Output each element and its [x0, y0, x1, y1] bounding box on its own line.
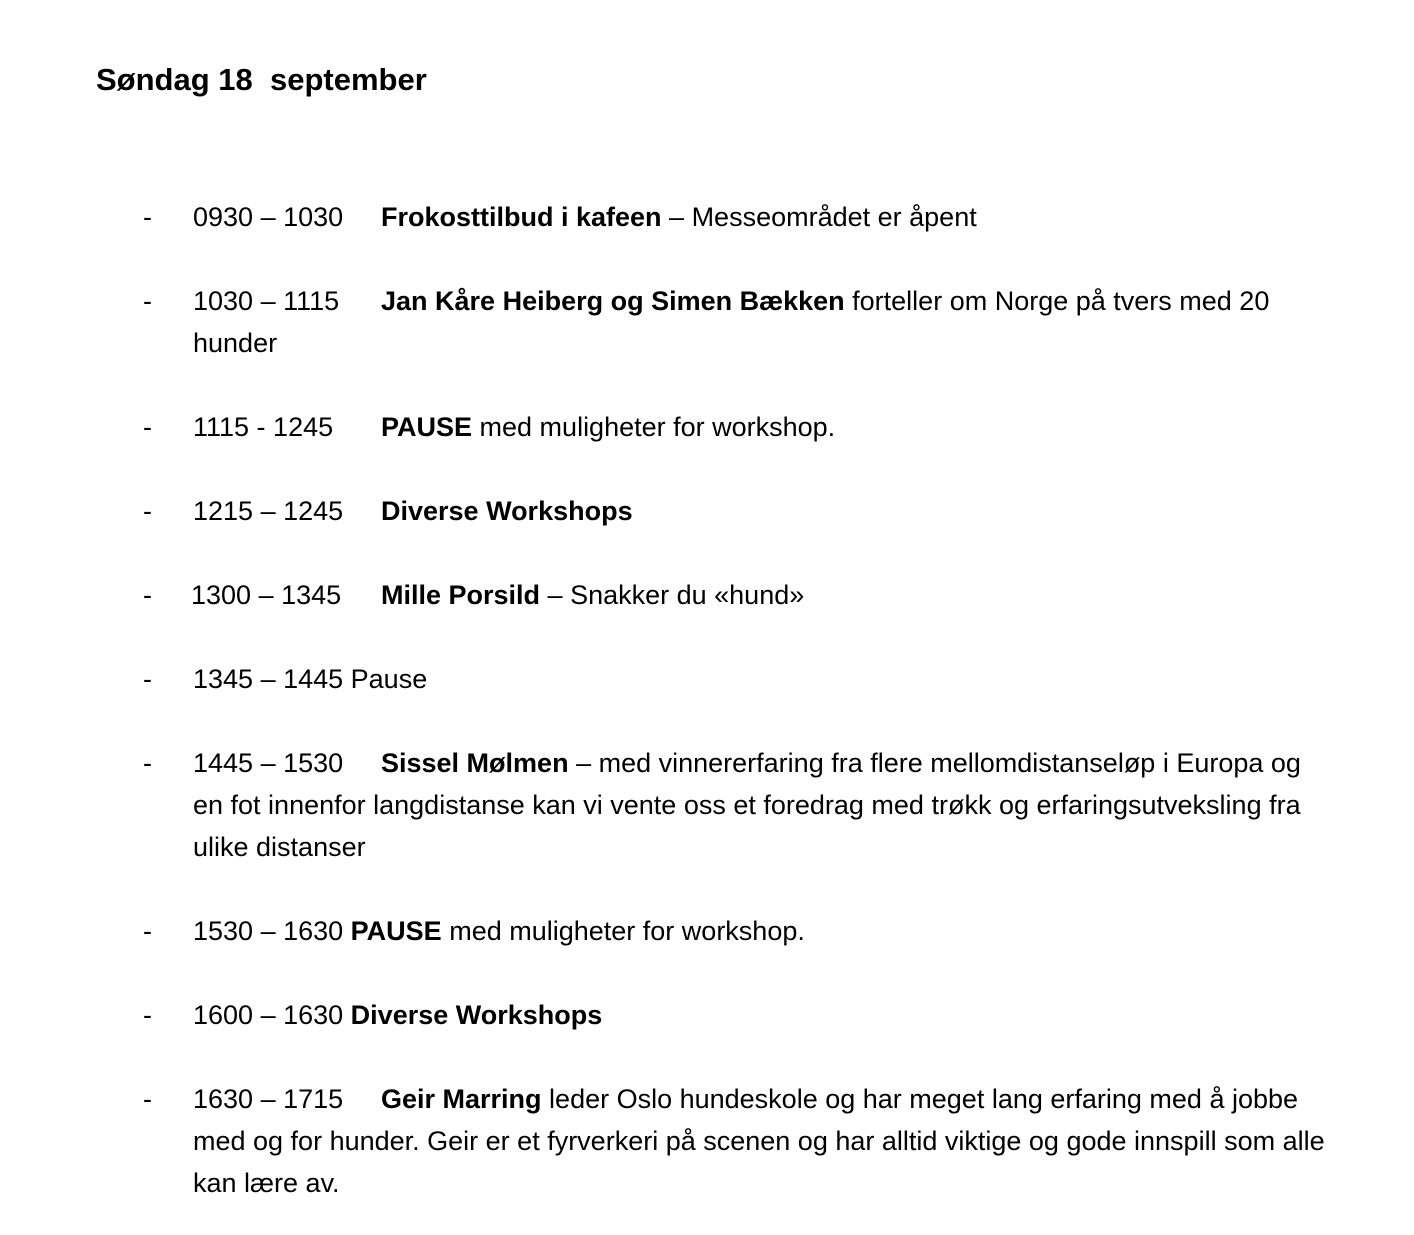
list-dash: - [143, 496, 152, 526]
agenda-time: 1530 – 1630 [193, 916, 344, 946]
agenda-item-content [193, 280, 1333, 364]
list-dash: - [143, 412, 152, 442]
agenda-description: – Messeområdet er åpent [661, 202, 977, 232]
agenda-item-content [193, 658, 1333, 700]
agenda-title: Geir Marring [381, 1084, 542, 1114]
agenda-title: Frokosttilbud i kafeen [381, 202, 662, 232]
agenda-time: 1630 – 1715 [193, 1084, 344, 1114]
agenda-description: med muligheter for workshop. [472, 412, 836, 442]
list-dash: - [143, 1000, 152, 1030]
agenda-title: Jan Kåre Heiberg og Simen Bækken [381, 286, 845, 316]
agenda-item-content [193, 490, 1333, 532]
agenda-item-content [193, 742, 1333, 868]
agenda-title: Mille Porsild [381, 580, 541, 610]
agenda-time: 0930 – 1030 [193, 202, 344, 232]
agenda-time: 1215 – 1245 [193, 496, 344, 526]
agenda-item-content [193, 196, 1333, 238]
agenda-item-content [193, 994, 1333, 1036]
agenda-title: PAUSE [381, 412, 473, 442]
agenda-title: Diverse Workshops [381, 496, 633, 526]
agenda-description: med muligheter for workshop. [441, 916, 805, 946]
agenda-description: forteller om Norge på tvers med 20 hunder [193, 286, 1270, 358]
agenda-item-content [193, 406, 1333, 448]
list-dash: - [143, 1084, 152, 1114]
agenda-time: 1030 – 1115 [193, 286, 340, 316]
page-title: Søndag 18 september [96, 62, 427, 97]
agenda-title: Sissel Mølmen [381, 748, 569, 778]
agenda-item-content [193, 910, 1333, 952]
list-dash: - [143, 664, 152, 694]
agenda-description: – med vinnererfaring fra flere mellomdistanseløp i Europa og en fot innenfor langdistanse kan vi vente oss et foredrag med trøkk og erfaringsutveksling fra ulike distanser [193, 748, 1301, 862]
agenda-title: PAUSE [350, 916, 442, 946]
list-dash: - [143, 580, 152, 610]
agenda-time: 1600 – 1630 [193, 1000, 344, 1030]
agenda-time: 1115 - 1245 [193, 412, 334, 442]
agenda-item-content [193, 574, 1333, 616]
agenda-description: Pause [343, 664, 428, 694]
agenda-description: – Snakker du «hund» [540, 580, 805, 610]
agenda-description: leder Oslo hundeskole og har meget lang erfaring med å jobbe med og for hunder. Geir er et fyrverkeri på scenen og har alltid viktige og gode innspill som alle kan lære av. [193, 1084, 1325, 1198]
agenda-item-content [193, 1078, 1333, 1204]
agenda-time: 1345 – 1445 [193, 664, 344, 694]
list-dash: - [143, 748, 152, 778]
list-dash: - [143, 286, 152, 316]
list-dash: - [143, 202, 152, 232]
agenda-time: 1300 – 1345 [191, 580, 342, 610]
list-dash: - [143, 916, 152, 946]
agenda-time: 1445 – 1530 [193, 748, 344, 778]
agenda-title: Diverse Workshops [350, 1000, 603, 1030]
